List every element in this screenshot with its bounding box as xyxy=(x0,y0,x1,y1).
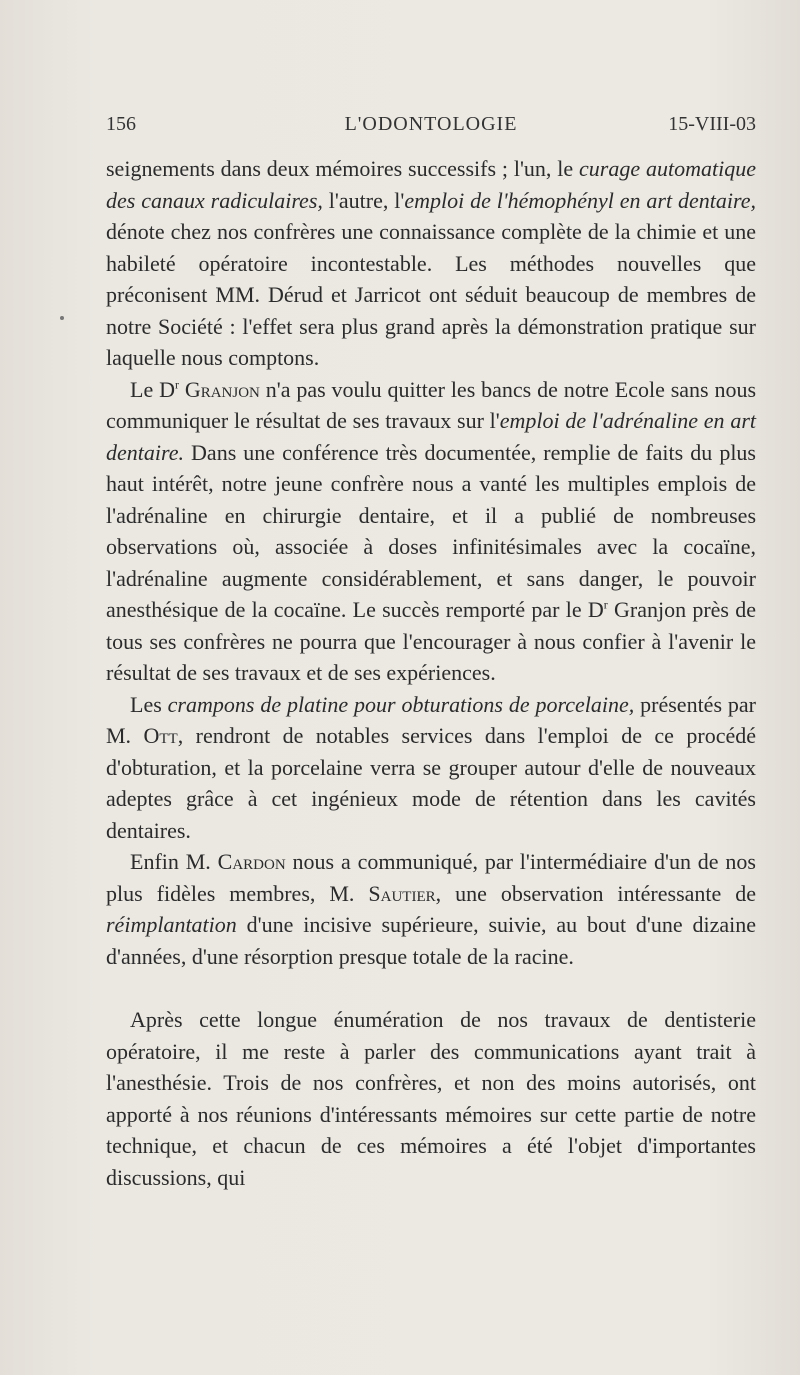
page-number: 156 xyxy=(106,113,136,135)
italic-title: emploi de l'hémophényl en art dentaire, xyxy=(404,187,756,213)
author-name: Ott xyxy=(143,723,178,748)
author-name: Cardon xyxy=(217,849,286,874)
superscript: r xyxy=(174,377,179,392)
body-text xyxy=(106,153,756,1193)
text-run: , rendront de notables services dans l'emploi de ce procédé d'obturation, et la porcelaine verra se grouper autour d'elle de nouveaux adeptes grâce à cet ingénieux mode de rétention dans les cavités dentaires. xyxy=(106,723,756,843)
italic-title: crampons de platine pour obturations de porcelaine, xyxy=(167,691,635,717)
margin-mark xyxy=(60,316,64,320)
paragraph-5 xyxy=(106,1004,756,1193)
text-run: Enfin M. xyxy=(130,849,218,874)
text-run: d'une incisive supérieure, suivie, au bout d'une dizaine d'années, d'une résorption presque totale de la racine. xyxy=(106,912,756,969)
text-run: , une observation intéressante de xyxy=(435,880,756,906)
author-name: Granjon xyxy=(178,376,260,402)
text-run: l'autre, l' xyxy=(322,187,405,213)
text-run: Après cette longue énumération de nos travaux de dentisterie opératoire, il me reste à parler des communications ayant trait à l'anesthésie. Trois de nos confrères, et non des moins autorisés, ont apporté à nos réunions d'intéressants mémoires sur cette partie de notre technique, et chacun de ces mémoires a été l'objet d'importantes discussions, qui xyxy=(106,1007,756,1190)
paragraph-3 xyxy=(106,689,756,847)
text-run: n'a pas voulu quitter les bancs de notre Ecole sans nous communiquer le résultat de ses travaux sur l' xyxy=(106,376,757,433)
text-run: dénote chez nos confrères une connaissance complète de la chimie et une habileté opératoire incontestable. Les méthodes nouvelles que préconisent MM. Dérud et Jarricot ont séduit beaucoup de membres de notre Société : l'effet sera plus grand après la démonstration pratique sur laquelle nous comptons. xyxy=(106,219,756,370)
paragraph-1 xyxy=(106,153,756,374)
text-run: nous a communiqué, par l'intermédiaire d'un de nos plus fidèles membres, M. xyxy=(106,849,756,906)
author-name: Sautier xyxy=(368,880,436,906)
text-run: Le D xyxy=(130,376,175,402)
italic-title: réimplantation xyxy=(106,912,237,937)
paragraph-4 xyxy=(106,846,756,972)
superscript: r xyxy=(603,597,608,612)
italic-title: curage automatique des canaux radiculaires, xyxy=(106,156,756,213)
text-run: Granjon près de tous ses confrères ne pourra que l'encourager à nous confier à l'avenir le résultat de ses travaux et de ses expériences. xyxy=(106,597,756,685)
paragraph-2 xyxy=(106,374,756,689)
text-run: seignements dans deux mémoires successifs ; l'un, le xyxy=(106,156,580,181)
text-run: Les xyxy=(130,691,168,717)
running-title: L'ODONTOLOGIE xyxy=(344,113,518,135)
text-run: présentés par M. xyxy=(106,691,756,748)
italic-title: emploi de l'adrénaline en art dentaire. xyxy=(106,408,756,465)
text-run: Dans une conférence très documentée, remplie de faits du plus haut intérêt, notre jeune confrère nous a vanté les multiples emplois de l'adrénaline en chirurgie dentaire, et il a publié de nombreuses observations où, associée à doses infinitésimales avec la cocaïne, l'adrénaline augmente considérablement, et sans danger, le pouvoir anesthésique de la cocaïne. Le succès remporté par le D xyxy=(106,439,756,622)
issue-date: 15-VIII-03 xyxy=(668,113,756,135)
